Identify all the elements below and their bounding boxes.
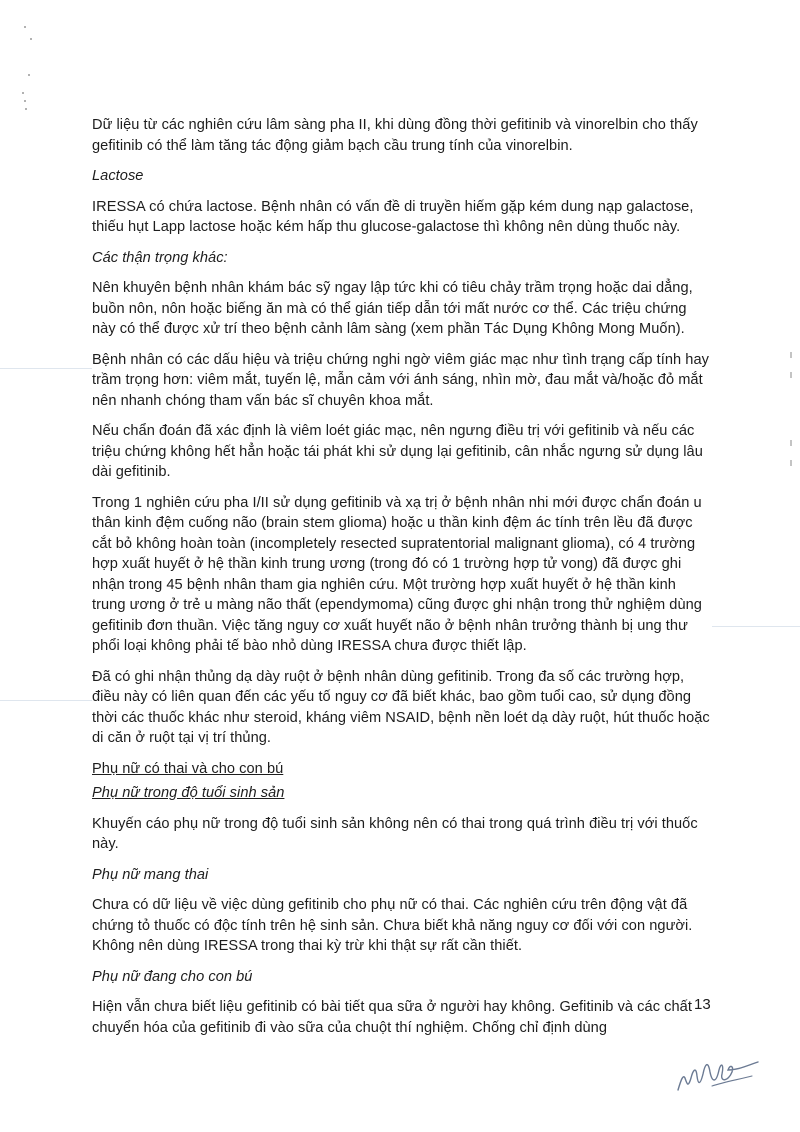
heading-breastfeeding: Phụ nữ đang cho con bú xyxy=(92,968,253,985)
page-number: 13 xyxy=(694,996,711,1013)
paragraph-gi-perforation: Đã có ghi nhận thủng dạ dày ruột ở bệnh nhân dùng gefitinib. Trong đa số các trường hợp, điều này có liên quan đến các yếu tố nguy cơ đã biết khác, bao gồm tuổi cao, sử dụng đồng thời các thuốc khác như steroid, kháng viêm NSAID, bệnh nền loét dạ dày ruột, hút thuốc hoặc di căn ở ruột tại vị trí thủng. xyxy=(92,668,710,746)
heading-childbearing-age: Phụ nữ trong độ tuổi sinh sản xyxy=(92,785,285,801)
paragraph-childbearing-age: Khuyến cáo phụ nữ trong độ tuổi sinh sản không nên có thai trong quá trình điều trị với thuốc này. xyxy=(92,815,698,852)
paragraph-diarrhea: Nên khuyên bệnh nhân khám bác sỹ ngay lập tức khi có tiêu chảy trầm trọng hoặc dai dẳng, buồn nôn, nôn hoặc biếng ăn mà có thể gián tiếp dẫn tới mất nước cơ thể. Các triệu chứng này có thể được xử trí theo bệnh cảnh lâm sàng (xem phần Tác Dụng Không Mong Muốn). xyxy=(92,280,693,337)
paragraph-vinorelbin: Dữ liệu từ các nghiên cứu lâm sàng pha II, khi dùng đồng thời gefitinib và vinorelbin cho thấy gefitinib có thể làm tăng tác động giảm bạch cầu trung tính của vinorelbin. xyxy=(92,117,698,154)
scan-edge-mark xyxy=(790,352,792,358)
paragraph-pregnant-women: Chưa có dữ liệu về việc dùng gefitinib cho phụ nữ có thai. Các nghiên cứu trên động vật đã chứng tỏ thuốc có độc tính trên hệ sinh sản. Chưa biết khả năng nguy cơ đối với con người. Không nên dùng IRESSA trong thai kỳ trừ khi thật sự rất cần thiết. xyxy=(92,897,693,954)
scan-edge-mark xyxy=(790,440,792,446)
heading-pregnancy-lactation: Phụ nữ có thai và cho con bú xyxy=(92,760,284,777)
heading-pregnant-women: Phụ nữ mang thai xyxy=(92,866,209,883)
paragraph-keratitis: Bệnh nhân có các dấu hiệu và triệu chứng nghi ngờ viêm giác mạc như tình trạng cấp tính hay trầm trọng hơn: viêm mắt, tuyến lệ, mẫn cảm với ánh sáng, nhìn mờ, đau mắt và/hoặc đỏ mắt nên nhanh chóng tham vấn bác sĩ chuyên khoa mắt. xyxy=(92,351,709,409)
paragraph-lactose: IRESSA có chứa lactose. Bệnh nhân có vấn đề di truyền hiếm gặp kém dung nạp galactose, thiếu hụt Lapp lactose hoặc kém hấp thu glucose-galactose thì không nên dùng thuốc này. xyxy=(92,198,694,235)
handwritten-initials xyxy=(672,1052,762,1098)
scan-edge-mark xyxy=(790,372,792,378)
document-body xyxy=(92,115,712,1048)
heading-other-precautions: Các thận trọng khác: xyxy=(92,249,228,266)
scan-edge-mark xyxy=(790,460,792,466)
scan-line xyxy=(712,626,800,627)
paragraph-breastfeeding: Hiện vẫn chưa biết liệu gefitinib có bài tiết qua sữa ở người hay không. Gefitinib và các chất chuyển hóa của gefitinib đi vào sữa của chuột thí nghiệm. Chống chỉ định dùng xyxy=(92,999,692,1036)
paragraph-cns-hemorrhage: Trong 1 nghiên cứu pha I/II sử dụng gefitinib và xạ trị ở bệnh nhân nhi mới được chẩn đoán u thân kinh đệm cuống não (brain stem glioma) hoặc u thần kinh đệm ác tính trên lều đã được cắt bỏ không hoàn toàn (incompletely resected supratentorial malignant glioma), có 4 trường hợp xuất huyết ở hệ thần kinh trung ương (trong đó có 1 trường hợp tử vong) đã được ghi nhận trong 45 bệnh nhân tham gia nghiên cứu. Một trường hợp xuất huyết ở hệ thần kinh trung ương ở trẻ u màng não thất (ependymoma) cũng được ghi nhận trong thử nghiệm dùng gefitinib đơn thuần. Việc tăng nguy cơ xuất huyết não ở bệnh nhân trưởng thành bị ung thư phổi loại không phải tế bào nhỏ dùng IRESSA chưa được thiết lập. xyxy=(92,494,702,654)
heading-lactose: Lactose xyxy=(92,168,144,184)
scan-line xyxy=(0,700,92,701)
paragraph-ulcer: Nếu chẩn đoán đã xác định là viêm loét giác mạc, nên ngưng điều trị với gefitinib và nếu các triệu chứng không hết hẳn hoặc tái phát khi sử dụng lại gefitinib, cân nhắc ngưng sử dụng lâu dài gefitinib. xyxy=(92,423,703,480)
scan-line xyxy=(0,368,92,369)
